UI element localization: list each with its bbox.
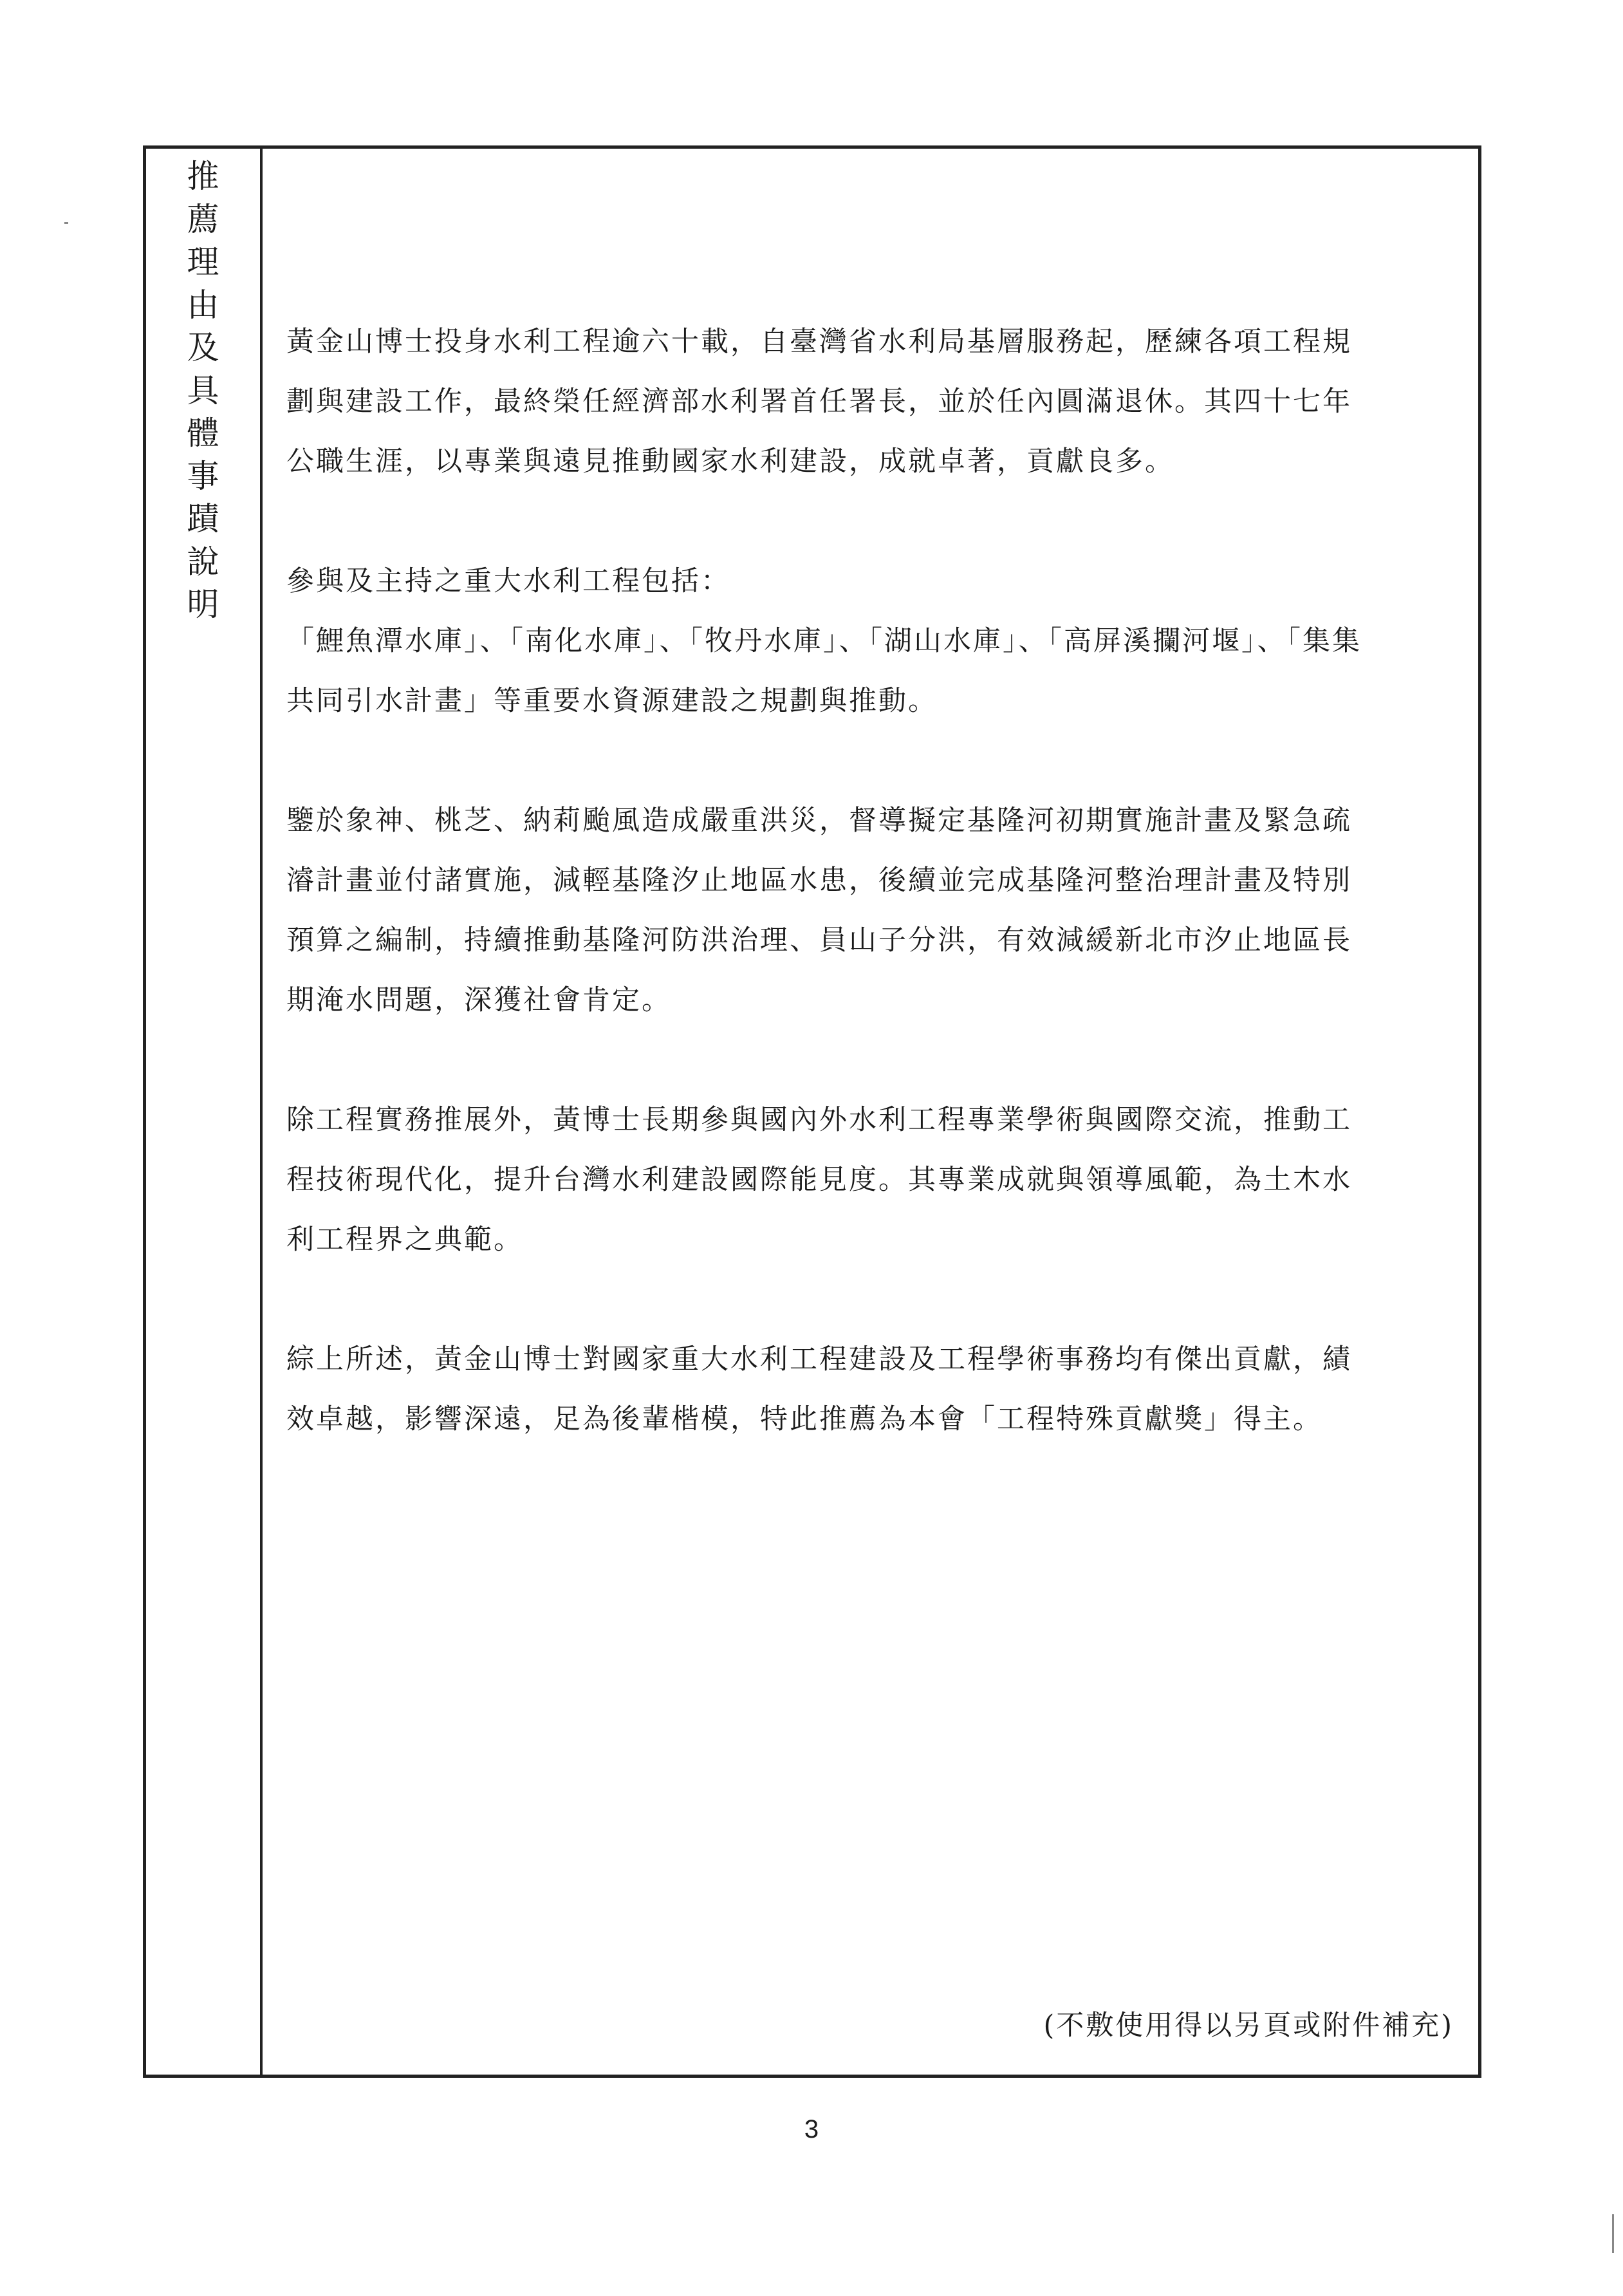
- section-label-char: 說: [187, 543, 219, 581]
- supplement-note: (不敷使用得以另頁或附件補充): [1043, 2010, 1454, 2042]
- text-line: 程技術現代化，提升台灣水利建設國際能見度。其專業成就與領導風範，為土木水: [286, 1164, 1352, 1196]
- section-label-char: 及: [187, 329, 219, 366]
- section-label: [146, 155, 260, 626]
- section-label-char: 事: [187, 457, 219, 495]
- scan-speck: [64, 222, 68, 224]
- paragraph-academic-exchange: [286, 1090, 1461, 1270]
- text-line: 綜上所述，黃金山博士對國家重大水利工程建設及工程學術事務均有傑出貢獻，績: [286, 1343, 1352, 1376]
- section-label-char: 由: [187, 286, 219, 324]
- section-label-char: 體: [187, 415, 219, 452]
- scan-speck: [1612, 2214, 1614, 2253]
- text-line: 參與及主持之重大水利工程包括：: [286, 565, 730, 597]
- section-label-column: [146, 149, 263, 2075]
- section-label-char: 薦: [187, 200, 219, 238]
- page-number: 3: [804, 2115, 819, 2143]
- section-label-char: 推: [187, 158, 219, 195]
- paragraph-flood-control: [286, 791, 1461, 1031]
- recommendation-content: [286, 312, 1461, 1509]
- text-line: 「鯉魚潭水庫」、「南化水庫」、「牧丹水庫」、「湖山水庫」、「高屏溪攔河堰」、「集集: [286, 625, 1362, 657]
- paragraph-major-projects: [286, 552, 1461, 731]
- section-label-char: 具: [187, 371, 219, 409]
- text-line: 期淹水問題，深獲社會肯定。: [286, 984, 671, 1016]
- paragraph-career-summary: [286, 312, 1461, 492]
- text-line: 劃與建設工作，最終榮任經濟部水利署首任署長，並於任內圓滿退休。其四十七年: [286, 386, 1352, 418]
- section-label-char: 理: [187, 243, 219, 281]
- paragraph-conclusion: [286, 1330, 1461, 1450]
- text-line: 效卓越，影響深遠，足為後輩楷模，特此推薦為本會「工程特殊貢獻獎」得主。: [286, 1403, 1322, 1435]
- text-line: 黃金山博士投身水利工程逾六十載，自臺灣省水利局基層服務起，歷練各項工程規: [286, 326, 1352, 358]
- text-line: 共同引水計畫」等重要水資源建設之規劃與推動。: [286, 685, 938, 717]
- text-line: 除工程實務推展外，黃博士長期參與國內外水利工程專業學術與國際交流，推動工: [286, 1104, 1352, 1136]
- section-label-char: 明: [187, 586, 219, 623]
- text-line: 鑒於象神、桃芝、納莉颱風造成嚴重洪災，督導擬定基隆河初期實施計畫及緊急疏: [286, 805, 1352, 837]
- recommendation-form-box: [143, 145, 1481, 2078]
- text-line: 濬計畫並付諸實施，減輕基隆汐止地區水患，後續並完成基隆河整治理計畫及特別: [286, 864, 1352, 897]
- section-label-char: 蹟: [187, 500, 219, 537]
- text-line: 利工程界之典範。: [286, 1224, 523, 1256]
- text-line: 預算之編制，持續推動基隆河防洪治理、員山子分洪，有效減緩新北市汐止地區長: [286, 924, 1352, 957]
- text-line: 公職生涯，以專業與遠見推動國家水利建設，成就卓著，貢獻良多。: [286, 445, 1174, 478]
